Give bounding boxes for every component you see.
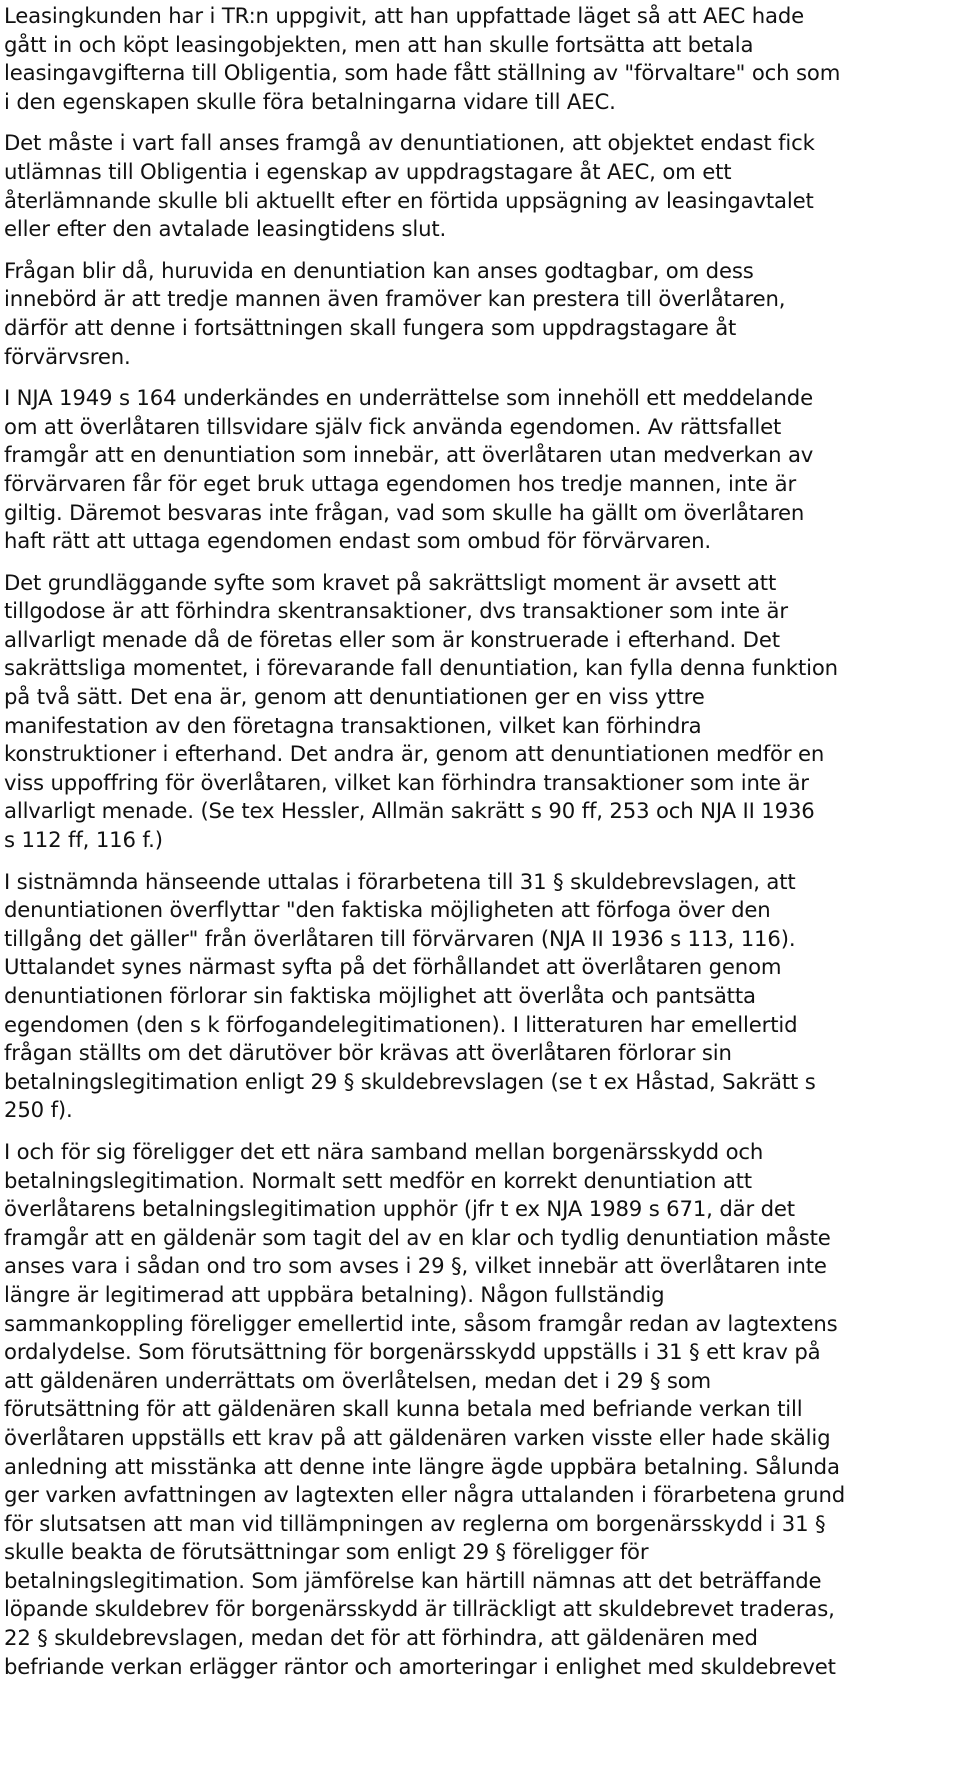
paragraph-spacer <box>4 371 952 384</box>
text-line: därför att denne i fortsättningen skall fungera som uppdragstagare åt <box>4 314 737 340</box>
text-line: på två sätt. Det ena är, genom att denuntiationen ger en viss yttre <box>4 684 705 710</box>
paragraph <box>4 868 952 1125</box>
text-line: tillgodose är att förhindra skentransaktioner, dvs transaktioner som inte är <box>4 598 788 624</box>
text-line: allvarligt menade då de företas eller som är konstruerade i efterhand. Det <box>4 626 780 652</box>
text-line: skulle beakta de förutsättningar som enligt 29 § föreligger för <box>4 1539 649 1565</box>
text-line: konstruktioner i efterhand. Det andra är, genom att denuntiationen medför en <box>4 741 825 767</box>
text-line: att gäldenären underrättats om överlåtelsen, medan det i 29 § som <box>4 1367 712 1393</box>
text-line: längre är legitimerad att uppbära betalning). Någon fullständig <box>4 1281 665 1307</box>
text-line: gått in och köpt leasingobjekten, men att han skulle fortsätta att betala <box>4 31 754 57</box>
text-line: för slutsatsen att man vid tillämpningen av reglerna om borgenärsskydd i 31 § <box>4 1510 826 1536</box>
text-line: viss uppoffring för överlåtaren, vilket kan förhindra transaktioner som inte är <box>4 769 809 795</box>
text-line: eller efter den avtalade leasingtidens slut. <box>4 216 447 242</box>
text-line: Det måste i vart fall anses framgå av denuntiationen, att objektet endast fick <box>4 130 815 156</box>
text-line: innebörd är att tredje mannen även framöver kan prestera till överlåtaren, <box>4 286 786 312</box>
text-line: överlåtarens betalningslegitimation upphör (jfr t ex NJA 1989 s 671, där det <box>4 1196 795 1222</box>
paragraph <box>4 1138 952 1681</box>
text-line: ger varken avfattningen av lagtexten eller några uttalanden i förarbetena grund <box>4 1482 846 1508</box>
paragraph <box>4 569 952 855</box>
text-line: befriande verkan erlägger räntor och amorteringar i enlighet med skuldebrevet <box>4 1653 836 1679</box>
document-body <box>4 0 952 1681</box>
text-line: I och för sig föreligger det ett nära samband mellan borgenärsskydd och <box>4 1138 764 1164</box>
text-line: 22 § skuldebrevslagen, medan det för att förhindra, att gäldenären med <box>4 1625 758 1651</box>
text-line: ordalydelse. Som förutsättning för borgenärsskydd uppställs i 31 § ett krav på <box>4 1339 821 1365</box>
text-line: Det grundläggande syfte som kravet på sakrättsligt moment är avsett att <box>4 569 777 595</box>
text-line: Frågan blir då, huruvida en denuntiation kan anses godtagbar, om dess <box>4 257 754 283</box>
text-line: förutsättning för att gäldenären skall kunna betala med befriande verkan till <box>4 1396 803 1422</box>
text-line: förvärvaren får för eget bruk uttaga egendomen hos tredje mannen, inte är <box>4 470 797 496</box>
paragraph <box>4 0 952 116</box>
text-line: sammankoppling föreligger emellertid inte, såsom framgår redan av lagtextens <box>4 1310 838 1336</box>
text-line: betalningslegitimation. Normalt sett medför en korrekt denuntiation att <box>4 1167 752 1193</box>
text-line: utlämnas till Obligentia i egenskap av uppdragstagare åt AEC, om ett <box>4 158 732 184</box>
text-line: leasingavgifterna till Obligentia, som hade fått ställning av "förvaltare" och som <box>4 60 841 86</box>
text-line: allvarligt menade. (Se tex Hessler, Allmän sakrätt s 90 ff, 253 och NJA II 1936 <box>4 798 815 824</box>
paragraph <box>4 384 952 556</box>
text-line: tillgång det gäller" från överlåtaren till förvärvaren (NJA II 1936 s 113, 116). <box>4 925 796 951</box>
paragraph-spacer <box>4 1125 952 1138</box>
text-line: framgår att en gäldenär som tagit del av en klar och tydlig denuntiation måste <box>4 1224 831 1250</box>
text-line: i den egenskapen skulle föra betalningarna vidare till AEC. <box>4 88 616 114</box>
text-line: Uttalandet synes närmast syfta på det förhållandet att överlåtaren genom <box>4 954 782 980</box>
text-line: egendomen (den s k förfogandelegitimationen). I litteraturen har emellertid <box>4 1011 798 1037</box>
text-line: haft rätt att uttaga egendomen endast som ombud för förvärvaren. <box>4 528 711 554</box>
text-line: betalningslegitimation enligt 29 § skuldebrevslagen (se t ex Håstad, Sakrätt s <box>4 1068 816 1094</box>
text-line: förvärvsren. <box>4 343 131 369</box>
text-line: löpande skuldebrev för borgenärsskydd är tillräckligt att skuldebrevet traderas, <box>4 1596 835 1622</box>
text-line: 250 f). <box>4 1097 73 1123</box>
text-line: denuntiationen förlorar sin faktiska möjlighet att överlåta och pantsätta <box>4 983 756 1008</box>
text-line: manifestation av den företagna transaktionen, vilket kan förhindra <box>4 712 702 738</box>
text-line: I NJA 1949 s 164 underkändes en underrättelse som innehöll ett meddelande <box>4 385 813 411</box>
text-line: I sistnämnda hänseende uttalas i förarbetena till 31 § skuldebrevslagen, att <box>4 868 796 894</box>
paragraph-spacer <box>4 556 952 569</box>
text-line: Leasingkunden har i TR:n uppgivit, att han uppfattade läget så att AEC hade <box>4 3 805 28</box>
text-line: frågan ställts om det därutöver bör krävas att överlåtaren förlorar sin <box>4 1040 732 1066</box>
paragraph <box>4 257 952 371</box>
text-line: giltig. Däremot besvaras inte frågan, vad som skulle ha gällt om överlåtaren <box>4 499 805 525</box>
text-line: sakrättsliga momentet, i förevarande fall denuntiation, kan fylla denna funktion <box>4 655 838 681</box>
text-line: s 112 ff, 116 f.) <box>4 827 163 853</box>
text-line: betalningslegitimation. Som jämförelse kan härtill nämnas att det beträffande <box>4 1567 822 1593</box>
text-line: denuntiationen överflyttar "den faktiska möjligheten att förfoga över den <box>4 897 771 923</box>
paragraph <box>4 129 952 243</box>
text-line: anses vara i sådan ond tro som avses i 29 §, vilket innebär att överlåtaren inte <box>4 1253 827 1279</box>
text-line: återlämnande skulle bli aktuellt efter en förtida uppsägning av leasingavtalet <box>4 187 814 213</box>
text-line: anledning att misstänka att denne inte längre ägde uppbära betalning. Sålunda <box>4 1453 840 1479</box>
paragraph-spacer <box>4 116 952 129</box>
text-line: framgår att en denuntiation som innebär, att överlåtaren utan medverkan av <box>4 442 814 468</box>
text-line: överlåtaren uppställs ett krav på att gäldenären varken visste eller hade skälig <box>4 1424 831 1450</box>
text-line: om att överlåtaren tillsvidare själv fick använda egendomen. Av rättsfallet <box>4 413 782 439</box>
paragraph-spacer <box>4 855 952 868</box>
paragraph-spacer <box>4 244 952 257</box>
